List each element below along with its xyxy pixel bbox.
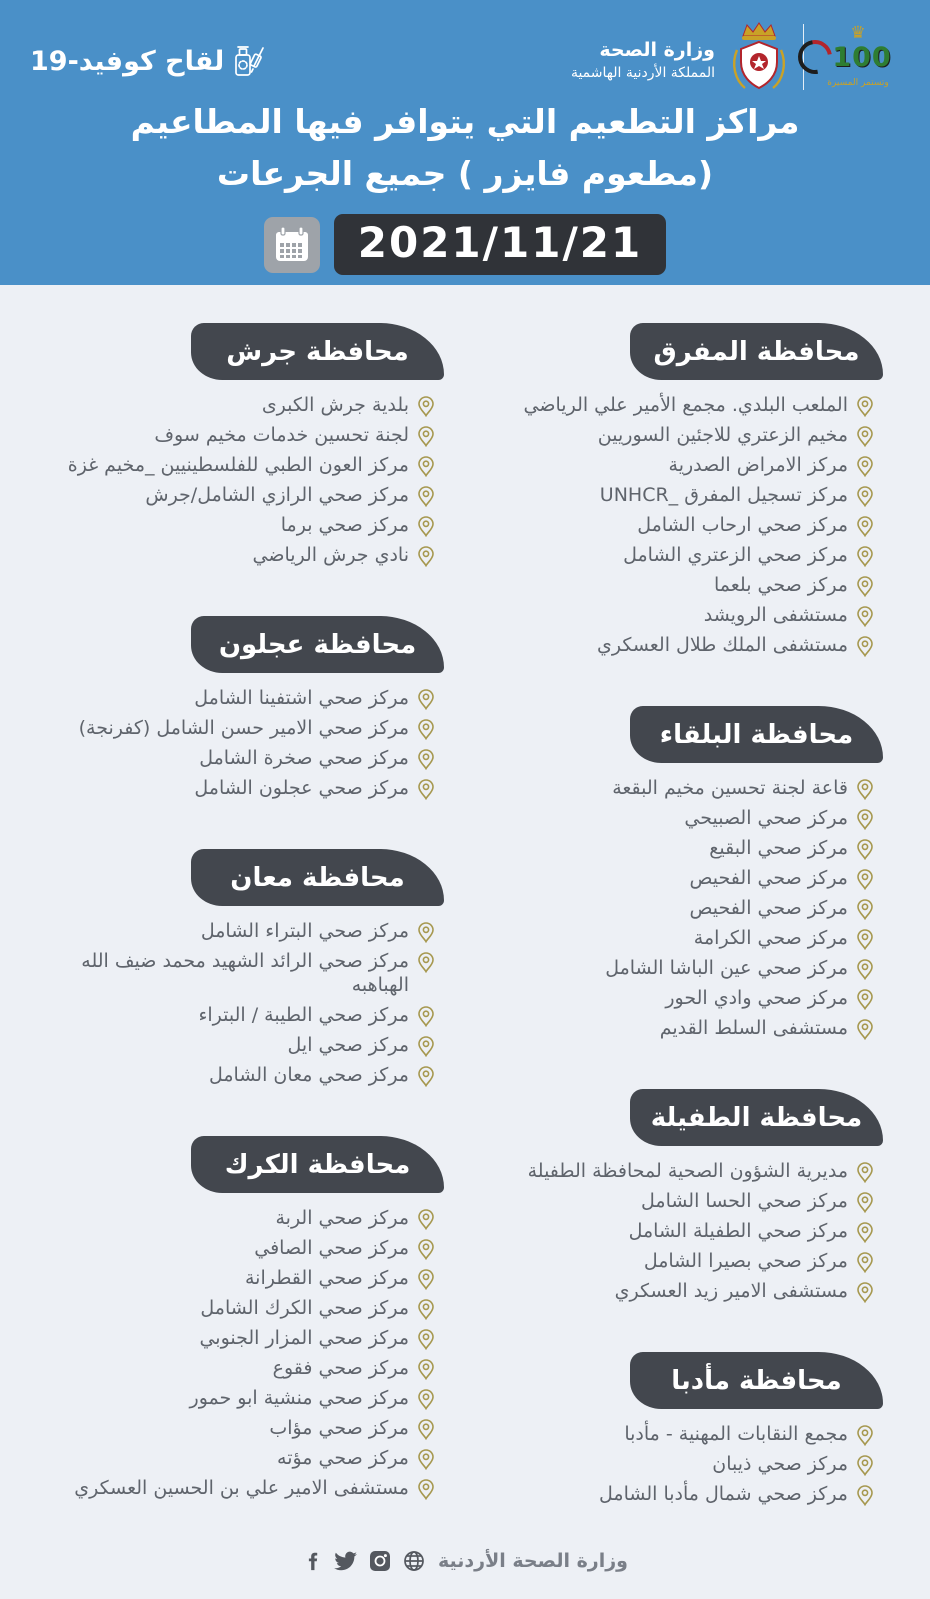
calendar-icon bbox=[264, 217, 320, 273]
center-name: قاعة لجنة تحسين مخيم البقعة bbox=[612, 777, 848, 799]
center-item bbox=[494, 540, 885, 570]
center-name: مستشفى الامير زيد العسكري bbox=[614, 1280, 848, 1302]
social-icons bbox=[302, 1549, 426, 1573]
centers-list bbox=[55, 683, 446, 803]
governorate-section bbox=[55, 323, 446, 570]
center-item bbox=[494, 570, 885, 600]
centennial-100 bbox=[824, 40, 891, 74]
center-item bbox=[494, 420, 885, 450]
center-name: مجمع النقابات المهنية - مأدبا bbox=[624, 1423, 848, 1445]
location-pin-icon bbox=[857, 899, 873, 920]
center-name: مركز صحي شمال مأدبا الشامل bbox=[599, 1483, 848, 1505]
center-item bbox=[55, 683, 446, 713]
location-pin-icon bbox=[857, 809, 873, 830]
center-item bbox=[494, 863, 885, 893]
section-title: محافظة جرش bbox=[226, 336, 409, 367]
crown-icon: ♛ bbox=[850, 23, 866, 43]
center-item bbox=[55, 390, 446, 420]
center-name: مركز صحي الحسا الشامل bbox=[641, 1190, 848, 1212]
center-name: مركز صحي الفحيص bbox=[689, 867, 848, 889]
location-pin-icon bbox=[857, 576, 873, 597]
centennial-number: 100 bbox=[832, 41, 892, 73]
center-name: مركز صحي عين الباشا الشامل bbox=[605, 957, 848, 979]
section-banner bbox=[191, 616, 444, 673]
location-pin-icon bbox=[857, 456, 873, 477]
instagram-icon bbox=[368, 1549, 392, 1573]
center-name: مركز صحي الرائد الشهيد محمد ضيف الله الهباهبه bbox=[81, 950, 409, 996]
center-name: مركز الامراض الصدرية bbox=[668, 454, 848, 476]
center-item bbox=[494, 450, 885, 480]
center-name: مركز صحي بصيرا الشامل bbox=[643, 1250, 848, 1272]
center-name: مركز صحي عجلون الشامل bbox=[194, 777, 409, 799]
center-name: مركز صحي برما bbox=[280, 514, 409, 536]
location-pin-icon bbox=[857, 1252, 873, 1273]
location-pin-icon bbox=[857, 396, 873, 417]
center-item bbox=[55, 946, 446, 1000]
center-name: مركز العون الطبي للفلسطينيين _مخيم غزة bbox=[67, 454, 409, 476]
center-name: مركز صحي الفحيص bbox=[689, 897, 848, 919]
center-item bbox=[55, 1263, 446, 1293]
location-pin-icon bbox=[418, 426, 434, 447]
section-banner bbox=[191, 1136, 444, 1193]
center-item bbox=[494, 480, 885, 510]
twitter-icon bbox=[334, 1549, 358, 1573]
center-item bbox=[55, 480, 446, 510]
center-item bbox=[55, 1413, 446, 1443]
center-name: مركز صحي الكرامة bbox=[693, 927, 848, 949]
governorates-column-left bbox=[55, 323, 446, 1555]
center-item bbox=[494, 893, 885, 923]
jordan-coat-of-arms-icon bbox=[727, 20, 791, 94]
center-item bbox=[494, 1479, 885, 1509]
location-pin-icon bbox=[857, 636, 873, 657]
center-item bbox=[494, 1216, 885, 1246]
center-name: مستشفى الرويشد bbox=[703, 604, 848, 626]
center-item bbox=[55, 1293, 446, 1323]
location-pin-icon bbox=[857, 486, 873, 507]
section-title: محافظة مأدبا bbox=[671, 1365, 842, 1396]
location-pin-icon bbox=[857, 989, 873, 1010]
centers-list bbox=[494, 390, 885, 660]
header-top-row bbox=[30, 20, 900, 94]
date-row bbox=[30, 214, 900, 275]
footer bbox=[0, 1549, 930, 1573]
center-item bbox=[494, 600, 885, 630]
location-pin-icon bbox=[857, 606, 873, 627]
center-name: مستشفى الملك طلال العسكري bbox=[596, 634, 848, 656]
center-name: مركز صحي الامير حسن الشامل (كفرنجة) bbox=[78, 717, 409, 739]
center-name: الملعب البلدي. مجمع الأمير علي الرياضي bbox=[523, 394, 848, 416]
location-pin-icon bbox=[857, 929, 873, 950]
location-pin-icon bbox=[418, 1066, 434, 1087]
location-pin-icon bbox=[857, 426, 873, 447]
location-pin-icon bbox=[418, 749, 434, 770]
location-pin-icon bbox=[857, 779, 873, 800]
poster-title bbox=[30, 96, 900, 200]
center-name: نادي جرش الرياضي bbox=[252, 544, 409, 566]
location-pin-icon bbox=[418, 1359, 434, 1380]
section-banner bbox=[630, 323, 883, 380]
section-title: محافظة المفرق bbox=[653, 336, 860, 367]
location-pin-icon bbox=[418, 952, 434, 973]
title-line-1: مراكز التطعيم التي يتوافر فيها المطاعيم bbox=[130, 102, 800, 141]
location-pin-icon bbox=[418, 1006, 434, 1027]
center-item bbox=[55, 450, 446, 480]
center-name: مركز صحي الصافي bbox=[254, 1237, 409, 1259]
campaign-label-group bbox=[30, 42, 266, 80]
center-name: مركز صحي صخرة الشامل bbox=[199, 747, 409, 769]
center-item bbox=[494, 1449, 885, 1479]
center-item bbox=[55, 510, 446, 540]
location-pin-icon bbox=[418, 1269, 434, 1290]
center-item bbox=[494, 1246, 885, 1276]
location-pin-icon bbox=[418, 396, 434, 417]
location-pin-icon bbox=[857, 1162, 873, 1183]
center-item bbox=[494, 510, 885, 540]
location-pin-icon bbox=[418, 689, 434, 710]
jordan-centennial-logo bbox=[816, 23, 900, 88]
section-banner bbox=[191, 323, 444, 380]
center-name: مركز صحي الربة bbox=[275, 1207, 409, 1229]
center-name: مركز صحي الرازي الشامل/جرش bbox=[145, 484, 409, 506]
center-name: مركز صحي وادي الحور bbox=[665, 987, 848, 1009]
center-name: مركز صحي البقيع bbox=[709, 837, 848, 859]
vaccine-vial-icon bbox=[232, 42, 266, 80]
center-name: مستشفى السلط القديم bbox=[659, 1017, 848, 1039]
center-item bbox=[55, 1473, 446, 1503]
center-name: لجنة تحسين خدمات مخيم سوف bbox=[154, 424, 409, 446]
location-pin-icon bbox=[857, 839, 873, 860]
center-item bbox=[55, 1000, 446, 1030]
center-name: مركز صحي الزعتري الشامل bbox=[623, 544, 848, 566]
center-item bbox=[55, 1443, 446, 1473]
center-name: مديرية الشؤون الصحية لمحافظة الطفيلة bbox=[527, 1160, 848, 1182]
center-name: مركز صحي مؤاب bbox=[269, 1417, 409, 1439]
centers-list bbox=[55, 916, 446, 1090]
facebook-icon bbox=[302, 1550, 324, 1572]
center-name: مركز صحي البتراء الشامل bbox=[200, 920, 409, 942]
center-item bbox=[494, 803, 885, 833]
center-item bbox=[55, 1233, 446, 1263]
section-banner bbox=[630, 1089, 883, 1146]
governorate-section bbox=[494, 1352, 885, 1509]
center-name: مركز صحي بلعما bbox=[713, 574, 848, 596]
location-pin-icon bbox=[857, 869, 873, 890]
title-line-2: (مطعوم فايزر ) جميع الجرعات bbox=[216, 154, 714, 193]
section-title: محافظة البلقاء bbox=[659, 719, 854, 750]
center-item bbox=[55, 1030, 446, 1060]
centers-list bbox=[55, 1203, 446, 1503]
center-name: مستشفى الامير علي بن الحسين العسكري bbox=[74, 1477, 409, 1499]
governorate-section bbox=[55, 1136, 446, 1503]
centers-list bbox=[494, 773, 885, 1043]
center-name: مركز صحي الصبيحي bbox=[684, 807, 848, 829]
governorates-grid bbox=[0, 285, 930, 1555]
center-name: مركز صحي الطيبة / البتراء bbox=[198, 1004, 409, 1026]
location-pin-icon bbox=[857, 959, 873, 980]
center-name: مركز صحي ارحاب الشامل bbox=[637, 514, 848, 536]
location-pin-icon bbox=[857, 1455, 873, 1476]
location-pin-icon bbox=[418, 1479, 434, 1500]
center-item bbox=[55, 540, 446, 570]
center-item bbox=[55, 773, 446, 803]
center-name: مخيم الزعتري للاجئين السوريين bbox=[597, 424, 848, 446]
center-item bbox=[494, 1419, 885, 1449]
governorate-section bbox=[494, 1089, 885, 1306]
date-badge: 2021/11/21 bbox=[334, 214, 666, 275]
center-name: مركز صحي منشية ابو حمور bbox=[189, 1387, 409, 1409]
center-item bbox=[494, 390, 885, 420]
ministry-text-block bbox=[571, 37, 715, 83]
center-name: مركز صحي ذيبان bbox=[712, 1453, 848, 1475]
section-banner bbox=[630, 706, 883, 763]
center-name: مركز صحي فقوع bbox=[272, 1357, 409, 1379]
center-name: مركز صحي الطفيلة الشامل bbox=[628, 1220, 848, 1242]
center-item bbox=[494, 1186, 885, 1216]
location-pin-icon bbox=[418, 1036, 434, 1057]
location-pin-icon bbox=[418, 922, 434, 943]
center-item bbox=[494, 773, 885, 803]
section-banner bbox=[630, 1352, 883, 1409]
location-pin-icon bbox=[857, 1222, 873, 1243]
location-pin-icon bbox=[418, 486, 434, 507]
location-pin-icon bbox=[857, 546, 873, 567]
ministry-name: وزارة الصحة bbox=[599, 39, 715, 61]
center-name: بلدية جرش الكبرى bbox=[261, 394, 409, 416]
location-pin-icon bbox=[418, 1299, 434, 1320]
center-name: مركز صحي اشتفينا الشامل bbox=[194, 687, 409, 709]
center-item bbox=[494, 923, 885, 953]
center-name: مركز صحي القطرانة bbox=[244, 1267, 409, 1289]
location-pin-icon bbox=[857, 516, 873, 537]
centennial-caption: وتستمر المسيرة bbox=[827, 78, 889, 88]
globe-icon bbox=[402, 1549, 426, 1573]
centers-list bbox=[494, 1156, 885, 1306]
location-pin-icon bbox=[418, 1449, 434, 1470]
center-item bbox=[55, 1383, 446, 1413]
location-pin-icon bbox=[418, 1389, 434, 1410]
center-item bbox=[55, 1353, 446, 1383]
section-title: محافظة الكرك bbox=[224, 1149, 411, 1180]
centennial-arc-icon bbox=[792, 33, 839, 80]
governorates-column-right bbox=[494, 323, 885, 1555]
center-item bbox=[55, 713, 446, 743]
ministry-logo-cluster bbox=[571, 20, 900, 94]
governorate-section bbox=[55, 616, 446, 803]
center-name: مركز صحي معان الشامل bbox=[208, 1064, 409, 1086]
center-name: مركز صحي ايل bbox=[287, 1034, 409, 1056]
governorate-section bbox=[55, 849, 446, 1090]
location-pin-icon bbox=[857, 1192, 873, 1213]
center-item bbox=[494, 833, 885, 863]
center-name: مركز صحي الكرك الشامل bbox=[200, 1297, 409, 1319]
section-title: محافظة معان bbox=[230, 862, 405, 893]
center-item bbox=[55, 1203, 446, 1233]
center-item bbox=[494, 1013, 885, 1043]
center-item bbox=[494, 1276, 885, 1306]
center-item bbox=[494, 630, 885, 660]
centers-list bbox=[55, 390, 446, 570]
location-pin-icon bbox=[418, 1209, 434, 1230]
location-pin-icon bbox=[418, 1419, 434, 1440]
governorate-section bbox=[494, 706, 885, 1043]
centers-list bbox=[494, 1419, 885, 1509]
section-title: محافظة عجلون bbox=[218, 629, 417, 660]
location-pin-icon bbox=[418, 1329, 434, 1350]
campaign-label: لقاح كوفيد-19 bbox=[30, 45, 225, 77]
location-pin-icon bbox=[418, 719, 434, 740]
location-pin-icon bbox=[857, 1485, 873, 1506]
ministry-country: المملكة الأردنية الهاشمية bbox=[570, 65, 715, 81]
location-pin-icon bbox=[857, 1282, 873, 1303]
center-item bbox=[55, 420, 446, 450]
location-pin-icon bbox=[418, 546, 434, 567]
location-pin-icon bbox=[857, 1019, 873, 1040]
location-pin-icon bbox=[418, 779, 434, 800]
center-item bbox=[494, 953, 885, 983]
location-pin-icon bbox=[418, 456, 434, 477]
header-banner bbox=[0, 0, 930, 285]
section-banner bbox=[191, 849, 444, 906]
location-pin-icon bbox=[418, 516, 434, 537]
governorate-section bbox=[494, 323, 885, 660]
center-item bbox=[55, 916, 446, 946]
location-pin-icon bbox=[857, 1425, 873, 1446]
center-item bbox=[55, 743, 446, 773]
center-item bbox=[494, 983, 885, 1013]
section-title: محافظة الطفيلة bbox=[650, 1102, 863, 1133]
center-item bbox=[55, 1323, 446, 1353]
footer-ministry-label: وزارة الصحة الأردنية bbox=[438, 1550, 628, 1572]
center-name: مركز تسجيل المفرق _UNHCR bbox=[599, 484, 848, 506]
center-name: مركز صحي المزار الجنوبي bbox=[199, 1327, 409, 1349]
location-pin-icon bbox=[418, 1239, 434, 1260]
center-item bbox=[55, 1060, 446, 1090]
center-name: مركز صحي مؤته bbox=[277, 1447, 409, 1469]
center-item bbox=[494, 1156, 885, 1186]
